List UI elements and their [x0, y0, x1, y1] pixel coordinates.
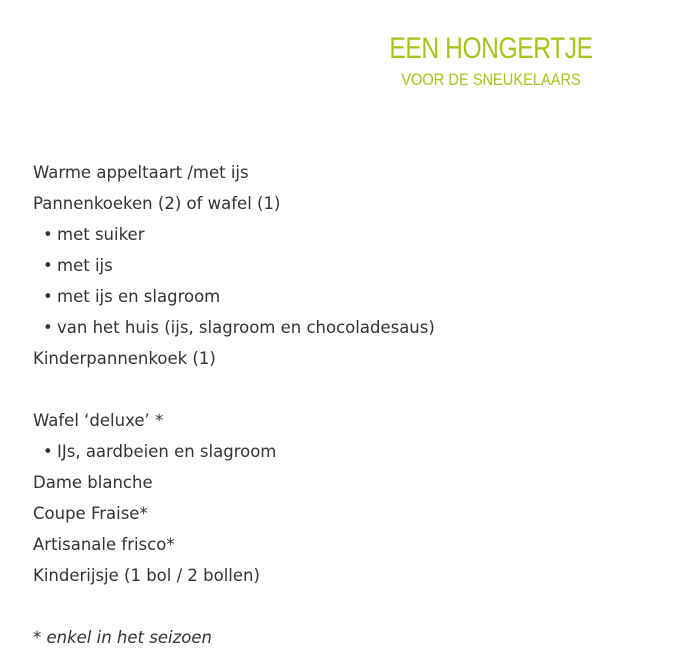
menu-subitem-label: met suiker	[57, 225, 145, 244]
menu-item-appeltaart: Warme appeltaart /met ijs	[33, 163, 249, 182]
bullet-icon: •	[43, 287, 53, 306]
spacer	[33, 591, 663, 622]
menu-subitem-label: IJs, aardbeien en slagroom	[57, 442, 277, 461]
menu-item-pannenkoeken: Pannenkoeken (2) of wafel (1)	[33, 194, 281, 213]
bullet-icon: •	[43, 256, 53, 275]
menu-subitem-label: van het huis (ijs, slagroom en chocoladesaus)	[57, 318, 435, 337]
footnote: * enkel in het seizoen	[33, 628, 212, 647]
spacer	[33, 374, 663, 405]
menu-item-artisanale-frisco: Artisanale frisco*	[33, 535, 175, 554]
menu-subitem	[33, 219, 663, 250]
menu-subitem	[33, 250, 663, 281]
bullet-icon: •	[43, 225, 53, 244]
menu-item-dame-blanche: Dame blanche	[33, 473, 153, 492]
menu-item-kinderijsje: Kinderijsje (1 bol / 2 bollen)	[33, 566, 260, 585]
section-subtitle: VOOR DE SNEUKELAARS	[401, 70, 581, 89]
section-header	[356, 30, 626, 91]
menu-subitem	[33, 281, 663, 312]
menu-subitem-label: met ijs en slagroom	[57, 287, 221, 306]
section-title: EEN HONGERTJE	[389, 32, 593, 65]
menu-subitem	[33, 436, 663, 467]
menu-subitem	[33, 312, 663, 343]
bullet-icon: •	[43, 318, 53, 337]
bullet-icon: •	[43, 442, 53, 461]
menu-list	[33, 157, 663, 653]
menu-item-kinderpannenkoek: Kinderpannenkoek (1)	[33, 349, 216, 368]
menu-item-coupe-fraise: Coupe Fraise*	[33, 504, 148, 523]
menu-subitem-label: met ijs	[57, 256, 113, 275]
menu-item-wafel-deluxe: Wafel ‘deluxe’ *	[33, 411, 164, 430]
